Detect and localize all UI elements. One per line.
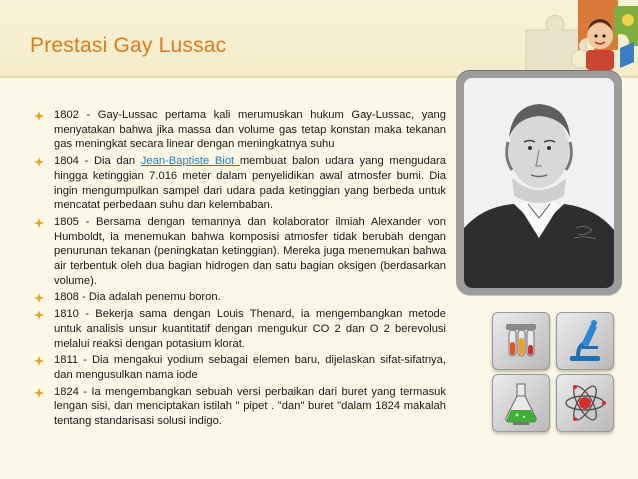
bullet-icon bbox=[34, 157, 44, 167]
list-item bbox=[34, 385, 446, 429]
flask-icon bbox=[492, 374, 550, 432]
test-tubes-icon bbox=[492, 312, 550, 370]
bullet-text: 1805 - Bersama dengan temannya dan kolaborator ilmiah Alexander von Humboldt, ia menemukan bahwa komposisi atmosfer tidak berubah dengan penurunan tekanan (peningkatan ketinggian). Mereka juga menemukan bahwa air terbentuk oleh dua bagian hidrogen dan satu bagian oksigen (berdasarkan volume). bbox=[54, 215, 446, 287]
flask-tile bbox=[492, 374, 550, 432]
puzzle-decoration-icon bbox=[516, 0, 638, 74]
bullet-list bbox=[34, 108, 446, 431]
bullet-icon bbox=[34, 388, 44, 398]
portrait-illustration bbox=[464, 78, 614, 288]
atom-icon bbox=[556, 374, 614, 432]
portrait-frame bbox=[456, 70, 622, 296]
bullet-icon bbox=[34, 293, 44, 303]
list-item bbox=[34, 108, 446, 152]
bullet-text: 1824 - Ia mengembangkan sebuah versi perbaikan dari buret yang termasuk lengan sisi, dan menciptakan istilah " pipet . "dan" buret "dalam 1824 makalah tentang standarisasi solusi indigo. bbox=[54, 385, 446, 428]
list-item bbox=[34, 290, 446, 305]
bullet-text: 1811 - Dia mengakui yodium sebagai elemen baru, dijelaskan sifat-sifatnya, dan mengusulkan nama iode bbox=[54, 354, 446, 381]
list-item bbox=[34, 307, 446, 351]
bullet-text: 1808 - Dia adalah penemu boron. bbox=[54, 291, 221, 304]
atom-tile bbox=[556, 374, 614, 432]
bullet-text: membuat balon udara yang mengudara hingga ketinggian 7.016 meter dalam penyelidikan awal atmosfer bumi. Dia ingin mengumpulkan sampel dari udara pada ketinggian yang berbeda untuk mencatat perbedaan suhu dan kelembaban. bbox=[54, 155, 447, 212]
bullet-icon bbox=[34, 218, 44, 228]
bullet-text: 1802 - Gay-Lussac pertama kali merumuskan hukum Gay-Lussac, yang menyatakan bahwa jika massa dan volume gas tetap konstan maka tekanan gas meningkat secara linear dengan meningkatnya suhu bbox=[54, 109, 446, 151]
bullet-icon bbox=[34, 310, 44, 320]
portrait-photo bbox=[464, 78, 614, 288]
bullet-icon bbox=[34, 111, 44, 121]
list-item bbox=[34, 154, 446, 213]
biot-link[interactable]: Jean-Baptiste Biot bbox=[140, 155, 240, 168]
microscope-tile bbox=[556, 312, 614, 370]
slide-title: Prestasi Gay Lussac bbox=[30, 34, 227, 57]
microscope-icon bbox=[556, 312, 614, 370]
list-item bbox=[34, 215, 446, 289]
test-tubes-tile bbox=[492, 312, 550, 370]
bullet-text: 1810 - Bekerja sama dengan Louis Thenard, ia mengembangkan metode untuk analisis unsur kuantitatif dengan mengukur CO 2 dan O 2 berevolusi melalui reaksi dengan potasium klorat. bbox=[54, 308, 446, 350]
bullet-icon bbox=[34, 356, 44, 366]
bullet-text: 1804 - Dia dan bbox=[54, 155, 141, 168]
list-item bbox=[34, 353, 446, 382]
